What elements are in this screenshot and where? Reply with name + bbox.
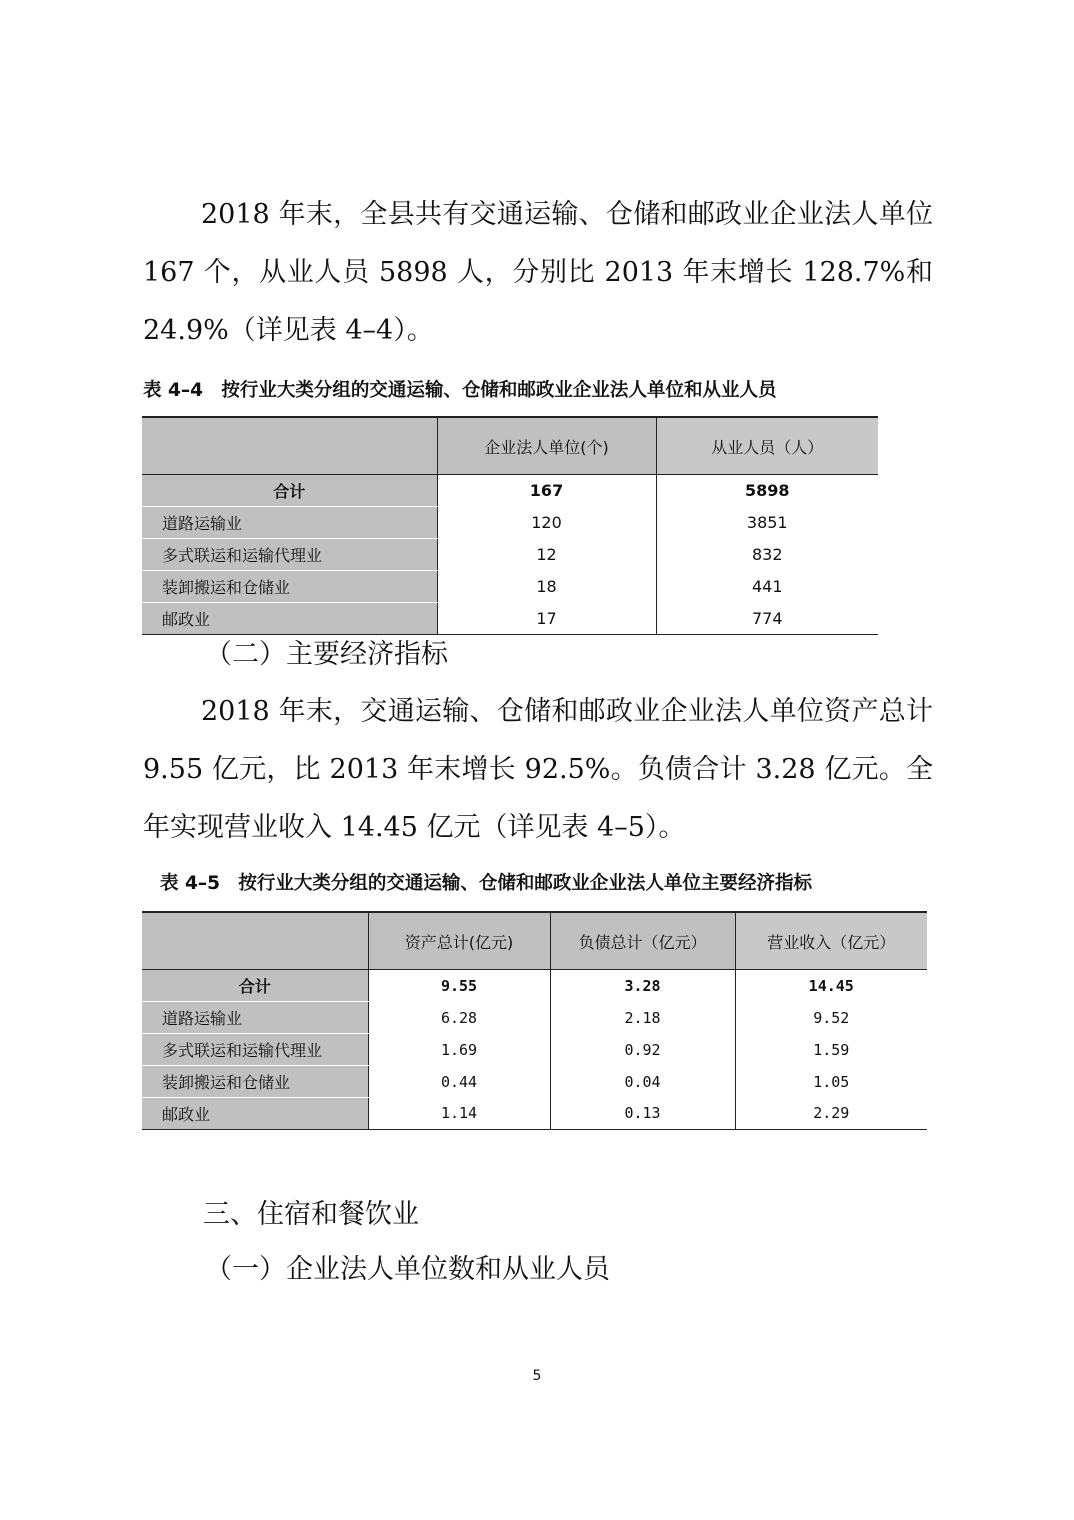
row-label: 多式联运和运输代理业: [142, 539, 437, 571]
cell-liabilities: 3.28: [550, 970, 735, 1002]
table-row: [142, 539, 878, 571]
cell-units: 167: [437, 475, 656, 507]
table-row: [142, 1002, 927, 1034]
cell-units: 120: [437, 507, 656, 539]
table-header-row: [142, 912, 927, 970]
header-cell: 资产总计(亿元): [368, 912, 550, 970]
header-cell: 从业人员（人）: [656, 417, 878, 475]
cell-assets: 1.69: [368, 1034, 550, 1066]
cell-liabilities: 0.04: [550, 1066, 735, 1098]
cell-revenue: 1.05: [813, 1072, 850, 1091]
row-label: 道路运输业: [142, 507, 437, 539]
table-row-total: [142, 475, 878, 507]
cell-units: 17: [437, 603, 656, 635]
cell-units: 12: [437, 539, 656, 571]
cell-assets: 0.44: [368, 1066, 550, 1098]
cell-revenue: 9.52: [813, 1008, 850, 1027]
table-4-4-caption: 表 4–4 按行业大类分组的交通运输、仓储和邮政业企业法人单位和从业人员: [143, 380, 777, 401]
row-label: 装卸搬运和仓储业: [142, 571, 437, 603]
subheading-economic-indicators: （二）主要经济指标: [205, 639, 448, 670]
row-label: 合计: [142, 475, 437, 507]
table-row: [142, 603, 878, 635]
cell-employees: 774: [656, 603, 878, 635]
cell-liabilities: 2.18: [550, 1002, 735, 1034]
row-label: 道路运输业: [142, 1002, 368, 1034]
table-row: [142, 571, 878, 603]
subheading-units-and-employees: （一）企业法人单位数和从业人员: [205, 1254, 610, 1285]
cell-liabilities: 0.13: [550, 1098, 735, 1130]
table-row: [142, 1034, 927, 1066]
section-heading-accommodation: 三、住宿和餐饮业: [203, 1199, 419, 1230]
row-label: 合计: [142, 970, 368, 1002]
row-label: 装卸搬运和仓储业: [142, 1066, 368, 1098]
table-row: [142, 1098, 927, 1130]
cell-assets: 6.28: [368, 1002, 550, 1034]
paragraph-transport-units: 2018 年末，全县共有交通运输、仓储和邮政业企业法人单位 167 个，从业人员 5898 人，分别比 2013 年末增长 128.7%和 24.9%（详见表 4–4）。: [143, 199, 933, 346]
cell-revenue: 2.29: [735, 1098, 927, 1130]
row-label: 邮政业: [142, 1098, 368, 1130]
header-cell: [142, 417, 437, 475]
cell-units: 18: [437, 571, 656, 603]
header-cell: 负债总计（亿元）: [550, 912, 735, 970]
paragraph-economic-indicators: 2018 年末，交通运输、仓储和邮政业企业法人单位资产总计 9.55 亿元，比 2013 年末增长 92.5%。负债合计 3.28 亿元。全年实现营业收入 14.45 亿元（详见表 4–5）。: [143, 696, 933, 843]
table-4-5: [142, 911, 927, 1130]
cell-employees: 3851: [746, 513, 788, 532]
cell-revenue: 14.45: [808, 976, 854, 995]
cell-liabilities: 0.92: [550, 1034, 735, 1066]
header-cell: 企业法人单位(个): [437, 417, 656, 475]
header-cell: [142, 912, 368, 970]
table-row: [142, 507, 878, 539]
table-4-5-caption: 表 4–5 按行业大类分组的交通运输、仓储和邮政业企业法人单位主要经济指标: [160, 873, 812, 894]
cell-assets: 1.14: [368, 1098, 550, 1130]
header-cell: 营业收入（亿元）: [735, 912, 927, 970]
page-number: 5: [532, 1368, 542, 1384]
cell-employees: 832: [751, 545, 783, 564]
row-label: 邮政业: [142, 603, 437, 635]
table-4-4: [142, 416, 878, 635]
cell-revenue: 1.59: [813, 1040, 850, 1059]
row-label: 多式联运和运输代理业: [142, 1034, 368, 1066]
cell-assets: 9.55: [368, 970, 550, 1002]
table-header-row: [142, 417, 878, 475]
cell-employees: 5898: [744, 481, 790, 501]
table-row-total: [142, 970, 927, 1002]
table-row: [142, 1066, 927, 1098]
cell-employees: 441: [751, 577, 783, 596]
